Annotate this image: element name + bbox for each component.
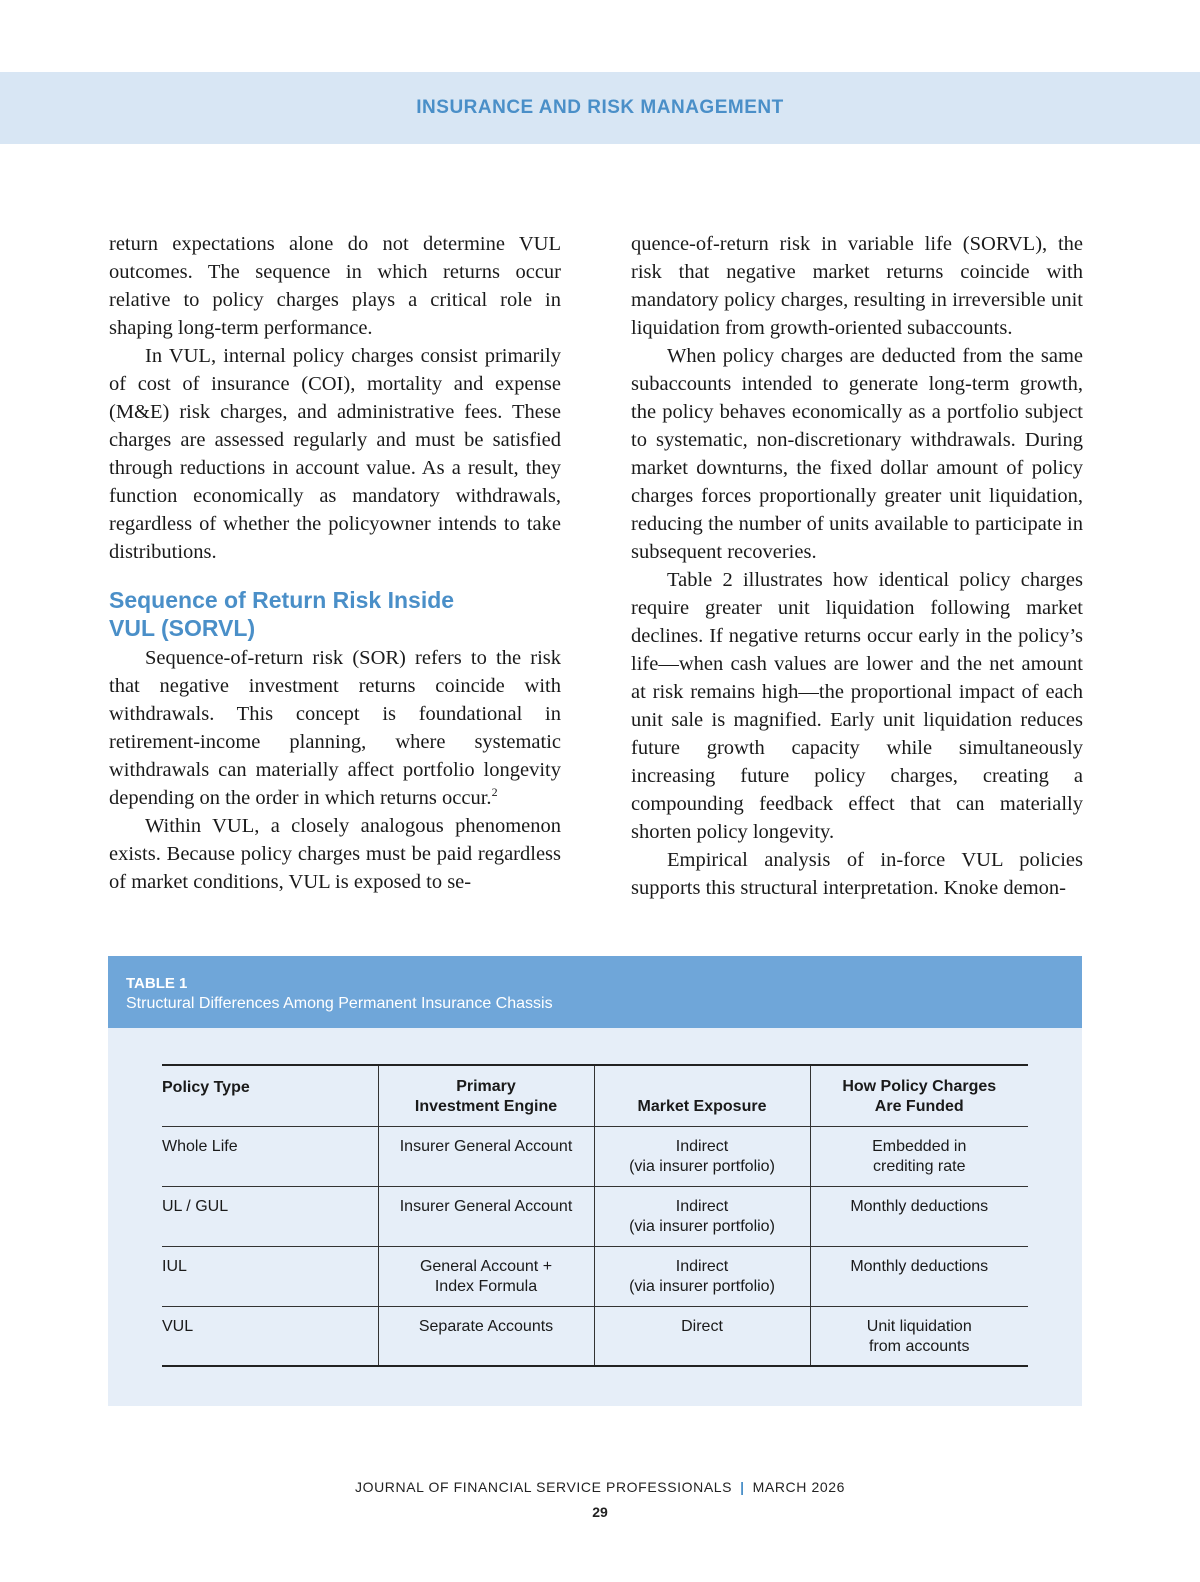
table-1 [162, 1064, 1028, 1367]
cell-text: Monthly deductions [850, 1197, 989, 1215]
right-column [631, 230, 1083, 902]
table-cell-investment-engine [378, 1306, 594, 1366]
column-header-market-exposure [594, 1065, 810, 1126]
header-text: Market Exposure [637, 1097, 767, 1115]
right-paragraph-2: When policy charges are deducted from the same subaccounts intended to generate long-term growth, the policy behaves economically as a portfolio subject to systematic, non-discretionary withdrawals. During market downturns, the fixed dollar amount of policy charges forces proportionally greater unit liquidation, reducing the number of units available to participate in subsequent recoveries. [631, 345, 1083, 563]
table-cell-market-exposure [594, 1306, 810, 1366]
left-paragraph-1: return expectations alone do not determine VUL outcomes. The sequence in which returns occur relative to policy charges plays a critical role in shaping long-term performance. [109, 233, 561, 339]
table-cell-charges-funding [810, 1186, 1028, 1246]
left-paragraph-3-text: Sequence-of-return risk (SOR) refers to the risk that negative investment returns coincide with withdrawals. This concept is foundational in retirement-income planning, where systematic withdrawals can materially affect portfolio longevity depending on the order in which returns occur. [109, 647, 561, 809]
cell-text: IUL [162, 1257, 187, 1275]
table-caption: Structural Differences Among Permanent Insurance Chassis [126, 995, 553, 1012]
left-paragraph-2: In VUL, internal policy charges consist primarily of cost of insurance (COI), mortality and expense (M&E) risk charges, and administrative fees. These charges are assessed regularly and must be satisfied through reductions in account value. As a result, they function economically as mandatory withdrawals, regardless of whether the policyowner intends to take distributions. [109, 345, 561, 563]
footnote-ref: 2 [491, 785, 498, 800]
table-row [162, 1186, 1028, 1246]
right-paragraph-3: Table 2 illustrates how identical policy charges require greater unit liquidation following market declines. If negative returns occur early in the policy’s life—when cash values are lower and the net amount at risk remains high—the proportional impact of each unit sale is magnified. Early unit liquidation reduces future growth capacity while simultaneously increasing future policy charges, creating a compounding feedback effect that can materially shorten policy longevity. [631, 569, 1083, 843]
header-text: Primary [456, 1077, 516, 1095]
cell-text: (via insurer portfolio) [629, 1217, 775, 1235]
column-header-investment-engine [378, 1065, 594, 1126]
cell-text: Unit liquidation [866, 1317, 972, 1335]
cell-text: from accounts [869, 1337, 970, 1355]
table-cell-policy-type [162, 1306, 378, 1366]
header-text: Investment Engine [414, 1097, 558, 1115]
cell-text: Embedded in [872, 1137, 967, 1155]
cell-text: Direct [681, 1317, 723, 1335]
table-cell-policy-type [162, 1126, 378, 1186]
right-paragraph-1: quence-of-return risk in variable life (SORVL), the risk that negative market returns coincide with mandatory policy charges, resulting in irreversible unit liquidation from growth-oriented subaccounts. [631, 233, 1083, 339]
section-banner [0, 72, 1200, 144]
header-text: Are Funded [874, 1097, 964, 1115]
table-body [162, 1126, 1028, 1366]
table-row [162, 1126, 1028, 1186]
table-row [162, 1246, 1028, 1306]
issue-date: MARCH 2026 [752, 1479, 845, 1495]
cell-text: Indirect [675, 1137, 729, 1155]
cell-text: Monthly deductions [850, 1257, 989, 1275]
cell-text: Separate Accounts [418, 1317, 554, 1335]
table-cell-policy-type [162, 1186, 378, 1246]
table-cell-market-exposure [594, 1246, 810, 1306]
table-1-panel [108, 956, 1082, 1406]
table-cell-market-exposure [594, 1126, 810, 1186]
header-text: How Policy Charges [842, 1077, 997, 1095]
cell-text: Insurer General Account [399, 1137, 573, 1155]
table-cell-charges-funding [810, 1126, 1028, 1186]
left-column [109, 230, 561, 896]
section-heading [109, 586, 561, 642]
cell-text: (via insurer portfolio) [629, 1277, 775, 1295]
column-header-charges-funding [810, 1065, 1028, 1126]
section-heading-line1: Sequence of Return Risk Inside [109, 587, 455, 613]
section-heading-line2: VUL (SORVL) [109, 615, 256, 641]
table-cell-policy-type [162, 1246, 378, 1306]
cell-text: UL / GUL [162, 1197, 229, 1215]
cell-text: Indirect [675, 1257, 729, 1275]
left-paragraph-3 [109, 644, 561, 812]
cell-text: Insurer General Account [399, 1197, 573, 1215]
table-header-row [162, 1065, 1028, 1126]
column-header-policy-type [162, 1065, 378, 1126]
cell-text: VUL [162, 1317, 194, 1335]
table-cell-investment-engine [378, 1126, 594, 1186]
table-cell-investment-engine [378, 1186, 594, 1246]
cell-text: General Account + [419, 1257, 553, 1275]
table-row [162, 1306, 1028, 1366]
page-number: 29 [592, 1504, 608, 1520]
table-cell-charges-funding [810, 1306, 1028, 1366]
cell-text: crediting rate [873, 1157, 966, 1175]
section-title: INSURANCE AND RISK MANAGEMENT [416, 97, 784, 118]
footer-separator: | [740, 1479, 745, 1495]
journal-name: JOURNAL OF FINANCIAL SERVICE PROFESSIONALS [355, 1479, 733, 1495]
table-1-header [108, 956, 1082, 1028]
table-label: TABLE 1 [126, 975, 188, 992]
header-text: Policy Type [162, 1079, 250, 1096]
table-cell-market-exposure [594, 1186, 810, 1246]
footer-journal [0, 1479, 1200, 1495]
cell-text: Indirect [675, 1197, 729, 1215]
table-cell-investment-engine [378, 1246, 594, 1306]
left-paragraph-4: Within VUL, a closely analogous phenomenon exists. Because policy charges must be paid regardless of market conditions, VUL is exposed to se- [109, 815, 561, 893]
cell-text: Index Formula [434, 1277, 538, 1295]
cell-text: Whole Life [162, 1137, 238, 1155]
table-cell-charges-funding [810, 1246, 1028, 1306]
cell-text: (via insurer portfolio) [629, 1157, 775, 1175]
right-paragraph-4: Empirical analysis of in-force VUL policies supports this structural interpretation. Knoke demon- [631, 849, 1083, 899]
